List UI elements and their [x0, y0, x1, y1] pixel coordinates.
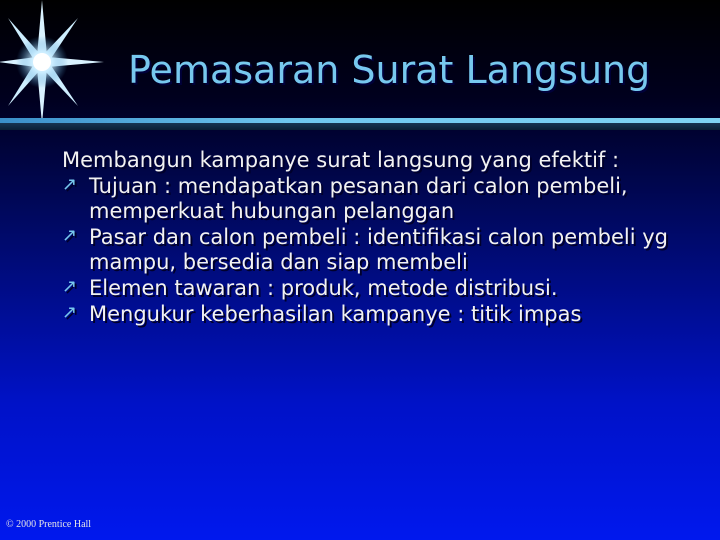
bullet-arrow-icon: ↗ [62, 301, 78, 323]
bullet-arrow-icon: ↗ [62, 173, 78, 195]
intro-text: Membangun kampanye surat langsung yang efektif : [62, 148, 620, 172]
bullet-text: Mengukur keberhasilan kampanye : titik impas [89, 301, 582, 326]
bullet-arrow-icon: ↗ [62, 224, 78, 246]
bullet-item [62, 276, 702, 302]
bullet-arrow-icon: ↗ [62, 276, 78, 298]
bullet-item [62, 302, 702, 328]
slide-title: Pemasaran Surat Langsung [128, 48, 651, 92]
bullet-item [62, 225, 702, 276]
bullet-text: Tujuan : mendapatkan pesanan dari calon pembeli, memperkuat hubungan pelanggan [89, 173, 628, 224]
copyright-footer: © 2000 Prentice Hall [6, 519, 92, 530]
title-rule [0, 118, 720, 123]
bullet-item [62, 174, 702, 225]
bullet-text: Pasar dan calon pembeli : identifikasi calon pembeli yg mampu, bersedia dan siap membeli [89, 224, 668, 275]
bullet-list [62, 174, 702, 328]
bullet-text: Elemen tawaran : produk, metode distribusi. [89, 276, 558, 301]
slide-body [62, 148, 702, 327]
